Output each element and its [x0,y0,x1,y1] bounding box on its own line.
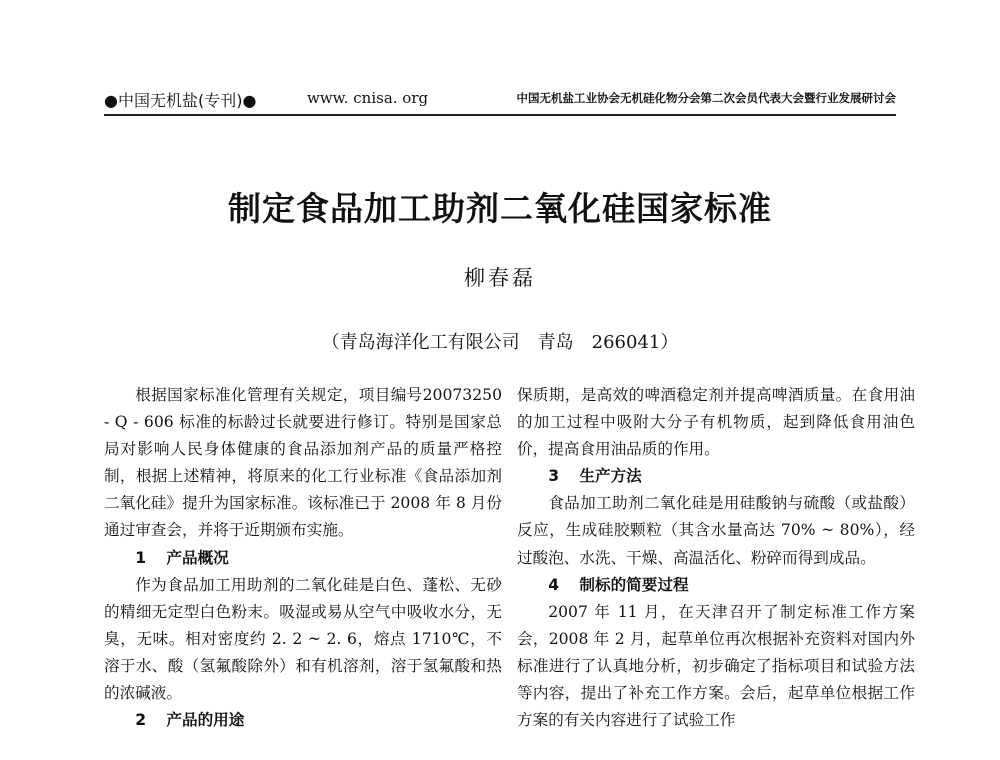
article-title: 制定食品加工助剂二氧化硅国家标准 [228,189,772,228]
running-header [104,88,896,112]
article-author: 柳春磊 [464,266,536,290]
section-1-paragraph: 作为食品加工用助剂的二氧化硅是白色、蓬松、无砂的精细无定型白色粉末。吸湿或易从空气中吸收水分，无臭，无味。相对密度约 2. 2 ~ 2. 6，熔点 1710℃，不溶于水、酸（氢氟酸除外）和有机溶剂，溶于氢氟酸和热的浓碱液。 [104,575,502,703]
intro-paragraph: 根据国家标准化管理有关规定，项目编号20073250 - Q - 606 标准的标龄过长就要进行修订。特别是国家总局对影响人民身体健康的食品添加剂产品的质量严格控制，根据上述精神，将原来的化工行业标准《食品添加剂二氧化硅》提升为国家标准。该标准已于 2008 年 8 月份通过审查会，并将于近期颁布实施。 [104,386,502,540]
conference-name: 中国无机盐工业协会无机硅化物分会第二次会员代表大会暨行业发展研讨会 [516,91,896,105]
section-heading-1: 1 产品概况 [135,548,229,567]
article-affiliation: （青岛海洋化工有限公司 青岛 266041） [321,332,679,353]
section-4-paragraph: 2007 年 11 月，在天津召开了制定标准工作方案会，2008 年 2 月，起草单位再次根据补充资料对国内外标准进行了认真地分析，初步确定了指标项目和试验方法等内容，提出了补充工作方案。会后，起草单位根据工作方案的有关内容进行了试验工作 [517,602,915,730]
section-heading-3: 3 生产方法 [548,467,642,486]
left-column [104,382,502,760]
header-rule [104,114,896,116]
section-3-paragraph: 食品加工助剂二氧化硅是用硅酸钠与硫酸（或盐酸）反应，生成硅胶颗粒（其含水量高达 70% ~ 80%），经过酸泡、水洗、干燥、高温活化、粉碎而得到成品。 [517,494,915,567]
continued-paragraph: 保质期，是高效的啤酒稳定剂并提高啤酒质量。在食用油的加工过程中吸附大分子有机物质，起到降低食用油色价，提高食用油品质的作用。 [517,386,915,459]
section-heading-2: 2 产品的用途 [135,711,245,730]
journal-name: ●中国无机盐(专刊)● [104,91,257,110]
section-heading-4: 4 制标的简要过程 [548,575,689,594]
right-column [517,382,915,760]
journal-url: www. cnisa. org [307,89,429,107]
